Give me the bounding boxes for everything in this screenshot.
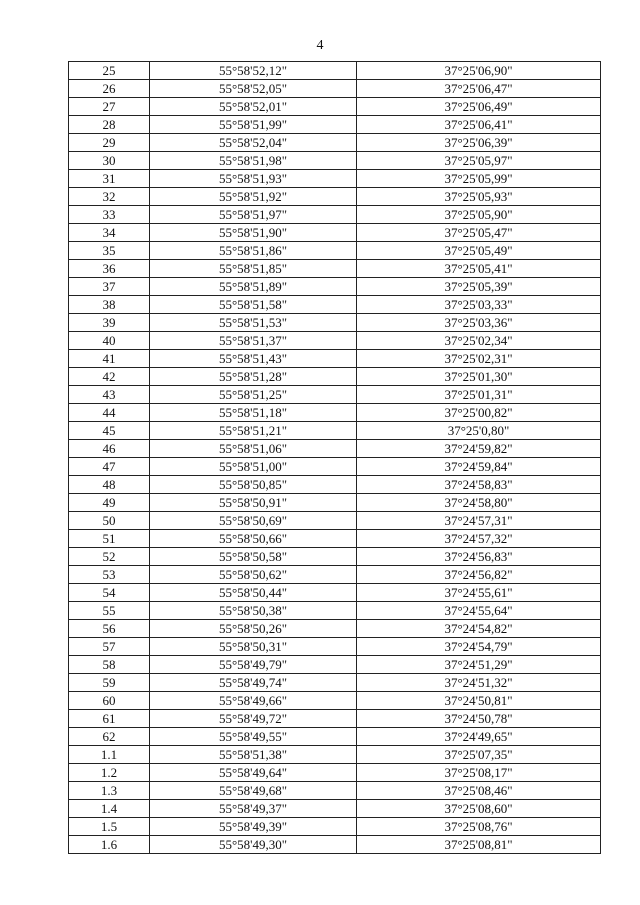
table-row — [69, 62, 601, 80]
latitude-cell: 55°58'49,39" — [150, 818, 357, 836]
longitude-cell: 37°25'02,34" — [357, 332, 601, 350]
longitude-cell: 37°25'06,39" — [357, 134, 601, 152]
latitude-cell: 55°58'51,85" — [150, 260, 357, 278]
longitude-cell: 37°24'56,83" — [357, 548, 601, 566]
point-number-cell: 32 — [69, 188, 150, 206]
table-row — [69, 350, 601, 368]
table-row — [69, 368, 601, 386]
longitude-cell: 37°25'05,49" — [357, 242, 601, 260]
longitude-cell: 37°24'55,61" — [357, 584, 601, 602]
point-number-cell: 52 — [69, 548, 150, 566]
point-number-cell: 29 — [69, 134, 150, 152]
longitude-cell: 37°25'03,36" — [357, 314, 601, 332]
page-number: 4 — [316, 38, 324, 53]
latitude-cell: 55°58'49,64" — [150, 764, 357, 782]
latitude-cell: 55°58'50,91" — [150, 494, 357, 512]
table-row — [69, 764, 601, 782]
point-number-cell: 39 — [69, 314, 150, 332]
longitude-cell: 37°24'57,31" — [357, 512, 601, 530]
latitude-cell: 55°58'51,92" — [150, 188, 357, 206]
longitude-cell: 37°24'50,78" — [357, 710, 601, 728]
longitude-cell: 37°25'06,41" — [357, 116, 601, 134]
longitude-cell: 37°25'00,82" — [357, 404, 601, 422]
longitude-cell: 37°25'08,60" — [357, 800, 601, 818]
table-row — [69, 638, 601, 656]
table-row — [69, 800, 601, 818]
latitude-cell: 55°58'51,98" — [150, 152, 357, 170]
point-number-cell: 42 — [69, 368, 150, 386]
latitude-cell: 55°58'51,58" — [150, 296, 357, 314]
point-number-cell: 51 — [69, 530, 150, 548]
point-number-cell: 38 — [69, 296, 150, 314]
point-number-cell: 59 — [69, 674, 150, 692]
point-number-cell: 26 — [69, 80, 150, 98]
longitude-cell: 37°25'08,46" — [357, 782, 601, 800]
table-row — [69, 728, 601, 746]
point-number-cell: 30 — [69, 152, 150, 170]
longitude-cell: 37°25'08,17" — [357, 764, 601, 782]
table-row — [69, 314, 601, 332]
table-row — [69, 440, 601, 458]
table-row — [69, 782, 601, 800]
longitude-cell: 37°25'01,30" — [357, 368, 601, 386]
point-number-cell: 46 — [69, 440, 150, 458]
latitude-cell: 55°58'50,66" — [150, 530, 357, 548]
table-row — [69, 836, 601, 854]
longitude-cell: 37°24'54,79" — [357, 638, 601, 656]
point-number-cell: 60 — [69, 692, 150, 710]
latitude-cell: 55°58'51,28" — [150, 368, 357, 386]
longitude-cell: 37°25'02,31" — [357, 350, 601, 368]
table-row — [69, 296, 601, 314]
table-row — [69, 566, 601, 584]
table-row — [69, 242, 601, 260]
latitude-cell: 55°58'51,21" — [150, 422, 357, 440]
table-row — [69, 674, 601, 692]
longitude-cell: 37°25'06,47" — [357, 80, 601, 98]
point-number-cell: 1.1 — [69, 746, 150, 764]
longitude-cell: 37°25'05,41" — [357, 260, 601, 278]
longitude-cell: 37°24'58,83" — [357, 476, 601, 494]
latitude-cell: 55°58'51,90" — [150, 224, 357, 242]
table-row — [69, 476, 601, 494]
latitude-cell: 55°58'50,62" — [150, 566, 357, 584]
longitude-cell: 37°25'05,97" — [357, 152, 601, 170]
latitude-cell: 55°58'51,89" — [150, 278, 357, 296]
table-row — [69, 134, 601, 152]
point-number-cell: 1.3 — [69, 782, 150, 800]
longitude-cell: 37°24'49,65" — [357, 728, 601, 746]
table-row — [69, 548, 601, 566]
latitude-cell: 55°58'51,53" — [150, 314, 357, 332]
point-number-cell: 61 — [69, 710, 150, 728]
table-row — [69, 656, 601, 674]
latitude-cell: 55°58'50,26" — [150, 620, 357, 638]
latitude-cell: 55°58'49,37" — [150, 800, 357, 818]
table-row — [69, 620, 601, 638]
point-number-cell: 28 — [69, 116, 150, 134]
longitude-cell: 37°24'51,29" — [357, 656, 601, 674]
latitude-cell: 55°58'50,38" — [150, 602, 357, 620]
longitude-cell: 37°25'06,90" — [357, 62, 601, 80]
latitude-cell: 55°58'51,99" — [150, 116, 357, 134]
table-row — [69, 422, 601, 440]
table-row — [69, 278, 601, 296]
table-row — [69, 530, 601, 548]
longitude-cell: 37°25'0,80" — [357, 422, 601, 440]
table-row — [69, 746, 601, 764]
table-row — [69, 332, 601, 350]
latitude-cell: 55°58'51,37" — [150, 332, 357, 350]
point-number-cell: 55 — [69, 602, 150, 620]
latitude-cell: 55°58'49,79" — [150, 656, 357, 674]
longitude-cell: 37°25'05,39" — [357, 278, 601, 296]
longitude-cell: 37°25'05,99" — [357, 170, 601, 188]
latitude-cell: 55°58'52,01" — [150, 98, 357, 116]
latitude-cell: 55°58'51,86" — [150, 242, 357, 260]
longitude-cell: 37°25'03,33" — [357, 296, 601, 314]
table-row — [69, 224, 601, 242]
latitude-cell: 55°58'51,38" — [150, 746, 357, 764]
point-number-cell: 34 — [69, 224, 150, 242]
table-row — [69, 458, 601, 476]
latitude-cell: 55°58'52,04" — [150, 134, 357, 152]
table-row — [69, 494, 601, 512]
latitude-cell: 55°58'51,43" — [150, 350, 357, 368]
table-row — [69, 404, 601, 422]
latitude-cell: 55°58'50,69" — [150, 512, 357, 530]
longitude-cell: 37°24'56,82" — [357, 566, 601, 584]
latitude-cell: 55°58'50,85" — [150, 476, 357, 494]
longitude-cell: 37°24'59,84" — [357, 458, 601, 476]
point-number-cell: 41 — [69, 350, 150, 368]
latitude-cell: 55°58'49,30" — [150, 836, 357, 854]
longitude-cell: 37°24'54,82" — [357, 620, 601, 638]
point-number-cell: 62 — [69, 728, 150, 746]
latitude-cell: 55°58'49,55" — [150, 728, 357, 746]
latitude-cell: 55°58'51,25" — [150, 386, 357, 404]
latitude-cell: 55°58'51,97" — [150, 206, 357, 224]
point-number-cell: 53 — [69, 566, 150, 584]
table-row — [69, 80, 601, 98]
latitude-cell: 55°58'49,72" — [150, 710, 357, 728]
point-number-cell: 49 — [69, 494, 150, 512]
latitude-cell: 55°58'51,18" — [150, 404, 357, 422]
point-number-cell: 37 — [69, 278, 150, 296]
coordinates-table — [68, 61, 601, 854]
point-number-cell: 36 — [69, 260, 150, 278]
latitude-cell: 55°58'50,44" — [150, 584, 357, 602]
latitude-cell: 55°58'49,74" — [150, 674, 357, 692]
table-row — [69, 116, 601, 134]
latitude-cell: 55°58'51,93" — [150, 170, 357, 188]
point-number-cell: 45 — [69, 422, 150, 440]
longitude-cell: 37°25'05,93" — [357, 188, 601, 206]
point-number-cell: 47 — [69, 458, 150, 476]
longitude-cell: 37°25'05,90" — [357, 206, 601, 224]
point-number-cell: 25 — [69, 62, 150, 80]
point-number-cell: 50 — [69, 512, 150, 530]
longitude-cell: 37°24'59,82" — [357, 440, 601, 458]
point-number-cell: 40 — [69, 332, 150, 350]
point-number-cell: 1.2 — [69, 764, 150, 782]
coordinates-table-body — [69, 62, 601, 854]
latitude-cell: 55°58'49,68" — [150, 782, 357, 800]
longitude-cell: 37°25'05,47" — [357, 224, 601, 242]
latitude-cell: 55°58'50,31" — [150, 638, 357, 656]
point-number-cell: 1.6 — [69, 836, 150, 854]
point-number-cell: 44 — [69, 404, 150, 422]
latitude-cell: 55°58'52,05" — [150, 80, 357, 98]
point-number-cell: 48 — [69, 476, 150, 494]
point-number-cell: 58 — [69, 656, 150, 674]
point-number-cell: 56 — [69, 620, 150, 638]
longitude-cell: 37°25'07,35" — [357, 746, 601, 764]
table-row — [69, 260, 601, 278]
table-row — [69, 512, 601, 530]
table-row — [69, 818, 601, 836]
point-number-cell: 27 — [69, 98, 150, 116]
table-row — [69, 98, 601, 116]
table-row — [69, 584, 601, 602]
latitude-cell: 55°58'50,58" — [150, 548, 357, 566]
longitude-cell: 37°25'06,49" — [357, 98, 601, 116]
latitude-cell: 55°58'52,12" — [150, 62, 357, 80]
longitude-cell: 37°24'55,64" — [357, 602, 601, 620]
table-row — [69, 152, 601, 170]
table-row — [69, 386, 601, 404]
longitude-cell: 37°24'58,80" — [357, 494, 601, 512]
latitude-cell: 55°58'51,00" — [150, 458, 357, 476]
point-number-cell: 31 — [69, 170, 150, 188]
table-row — [69, 602, 601, 620]
point-number-cell: 1.5 — [69, 818, 150, 836]
point-number-cell: 35 — [69, 242, 150, 260]
longitude-cell: 37°25'01,31" — [357, 386, 601, 404]
longitude-cell: 37°24'57,32" — [357, 530, 601, 548]
longitude-cell: 37°24'51,32" — [357, 674, 601, 692]
longitude-cell: 37°25'08,81" — [357, 836, 601, 854]
point-number-cell: 1.4 — [69, 800, 150, 818]
longitude-cell: 37°24'50,81" — [357, 692, 601, 710]
table-row — [69, 692, 601, 710]
point-number-cell: 43 — [69, 386, 150, 404]
point-number-cell: 54 — [69, 584, 150, 602]
longitude-cell: 37°25'08,76" — [357, 818, 601, 836]
table-row — [69, 710, 601, 728]
point-number-cell: 33 — [69, 206, 150, 224]
latitude-cell: 55°58'51,06" — [150, 440, 357, 458]
table-row — [69, 206, 601, 224]
point-number-cell: 57 — [69, 638, 150, 656]
latitude-cell: 55°58'49,66" — [150, 692, 357, 710]
table-row — [69, 188, 601, 206]
table-row — [69, 170, 601, 188]
